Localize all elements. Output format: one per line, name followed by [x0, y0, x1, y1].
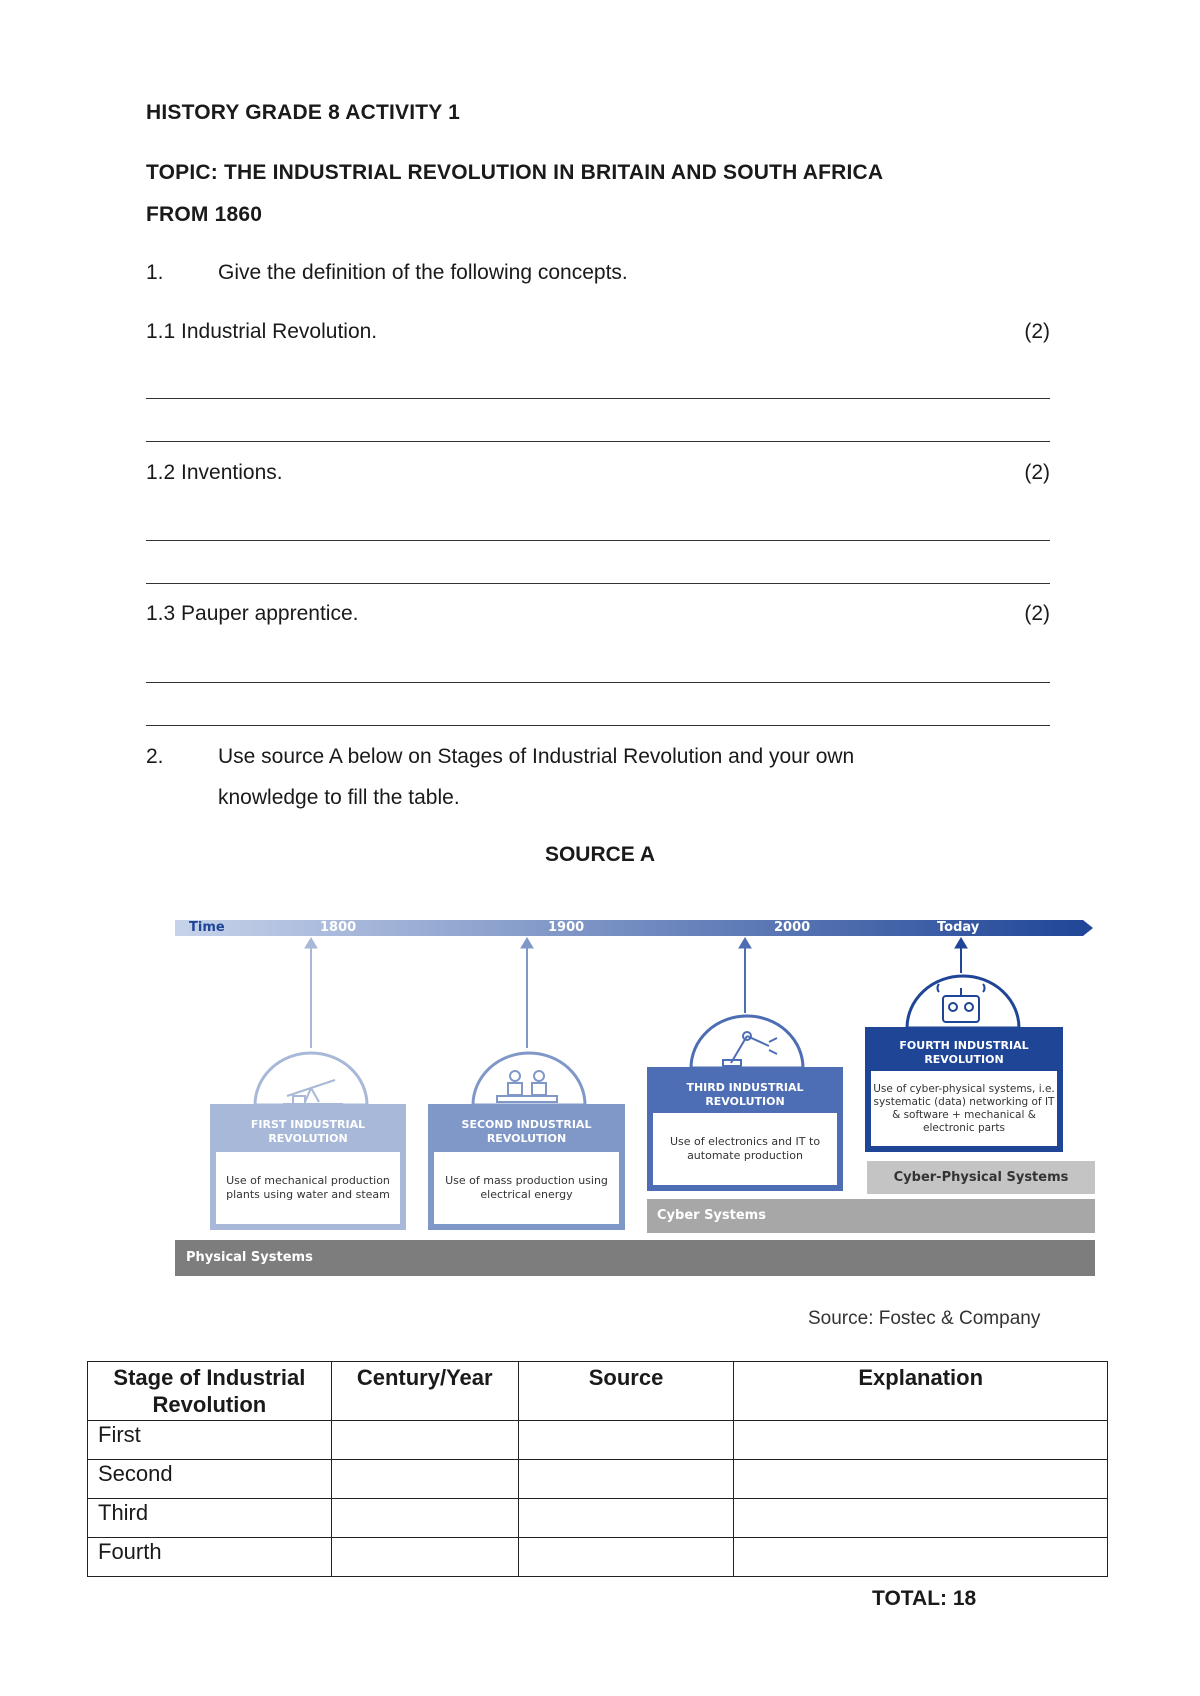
q2-line-2: knowledge to fill the table. [218, 786, 460, 809]
table-row [88, 1499, 1108, 1538]
table-row [88, 1460, 1108, 1499]
answer-table [87, 1361, 1108, 1577]
industrial-revolution-diagram [175, 918, 1095, 1278]
topic-line-1: TOPIC: THE INDUSTRIAL REVOLUTION IN BRITAIN AND SOUTH AFRICA [146, 161, 884, 184]
answer-cell[interactable] [518, 1538, 734, 1577]
worksheet-title: HISTORY GRADE 8 ACTIVITY 1 [146, 101, 461, 124]
table-row [88, 1421, 1108, 1460]
q1-1-marks: (2) [1024, 320, 1050, 343]
row-stage-label: First [88, 1421, 332, 1460]
table-header-row [88, 1362, 1108, 1421]
answer-line[interactable] [146, 583, 1050, 584]
answer-cell[interactable] [518, 1499, 734, 1538]
row-stage-label: Fourth [88, 1538, 332, 1577]
stage-2-desc: Use of mass production using electrical energy [434, 1152, 619, 1224]
stage-1-arrow [305, 938, 317, 1048]
q2-number: 2. [146, 745, 164, 768]
q1-3-label: 1.3 Pauper apprentice. [146, 602, 359, 625]
stage-1-panel [210, 1104, 406, 1230]
band-physical: Physical Systems [175, 1240, 1095, 1276]
topic-line-2: FROM 1860 [146, 203, 263, 226]
stage-2-panel [428, 1104, 625, 1230]
timeline-1900: 1900 [548, 920, 585, 935]
stage-3-panel [647, 1067, 843, 1191]
stage-1-title: FIRST INDUSTRIAL REVOLUTION [250, 1118, 366, 1145]
q1-1-label: 1.1 Industrial Revolution. [146, 320, 378, 343]
answer-cell[interactable] [331, 1421, 518, 1460]
stage-4-panel [865, 1027, 1063, 1152]
header-source: Source [518, 1362, 734, 1421]
answer-line[interactable] [146, 682, 1050, 683]
stage-1-dome [255, 1053, 367, 1105]
answer-cell[interactable] [518, 1421, 734, 1460]
q1-text: Give the definition of the following concepts. [218, 261, 628, 284]
stage-2-title: SECOND INDUSTRIAL REVOLUTION [461, 1118, 592, 1145]
q1-2-label: 1.2 Inventions. [146, 461, 283, 484]
q1-2-marks: (2) [1024, 461, 1050, 484]
header-explanation: Explanation [734, 1362, 1108, 1421]
source-credit: Source: Fostec & Company [808, 1308, 1041, 1329]
answer-cell[interactable] [734, 1460, 1108, 1499]
answer-cell[interactable] [331, 1460, 518, 1499]
q1-3-marks: (2) [1024, 602, 1050, 625]
total-marks: TOTAL: 18 [872, 1587, 977, 1610]
header-century-year: Century/Year [331, 1362, 518, 1421]
band-cyber-physical: Cyber-Physical Systems [867, 1161, 1095, 1194]
timeline-time-label: Time [189, 920, 225, 935]
header-stage: Stage of Industrial Revolution [88, 1362, 332, 1421]
answer-cell[interactable] [331, 1538, 518, 1577]
timeline-2000: 2000 [774, 920, 811, 935]
stage-3-title: THIRD INDUSTRIAL REVOLUTION [686, 1081, 804, 1108]
stage-4-desc: Use of cyber-physical systems, i.e. systematic (data) networking of IT & software + mechanical & electronic parts [871, 1071, 1057, 1146]
stage-4-title: FOURTH INDUSTRIAL REVOLUTION [899, 1039, 1029, 1066]
stage-1-desc: Use of mechanical production plants using water and steam [216, 1152, 400, 1224]
q2-line-1: Use source A below on Stages of Industrial Revolution and your own [218, 745, 855, 768]
answer-line[interactable] [146, 441, 1050, 442]
source-heading: SOURCE A [544, 843, 656, 866]
stage-3-desc: Use of electronics and IT to automate production [653, 1113, 837, 1185]
answer-cell[interactable] [734, 1538, 1108, 1577]
timeline-today: Today [937, 920, 980, 935]
answer-line[interactable] [146, 725, 1050, 726]
timeline-1800: 1800 [320, 920, 357, 935]
row-stage-label: Second [88, 1460, 332, 1499]
answer-line[interactable] [146, 398, 1050, 399]
table-row [88, 1538, 1108, 1577]
answer-cell[interactable] [518, 1460, 734, 1499]
band-cyber: Cyber Systems [647, 1199, 1095, 1233]
answer-line[interactable] [146, 540, 1050, 541]
row-stage-label: Third [88, 1499, 332, 1538]
answer-cell[interactable] [331, 1499, 518, 1538]
answer-cell[interactable] [734, 1499, 1108, 1538]
q1-number: 1. [146, 261, 164, 284]
answer-cell[interactable] [734, 1421, 1108, 1460]
